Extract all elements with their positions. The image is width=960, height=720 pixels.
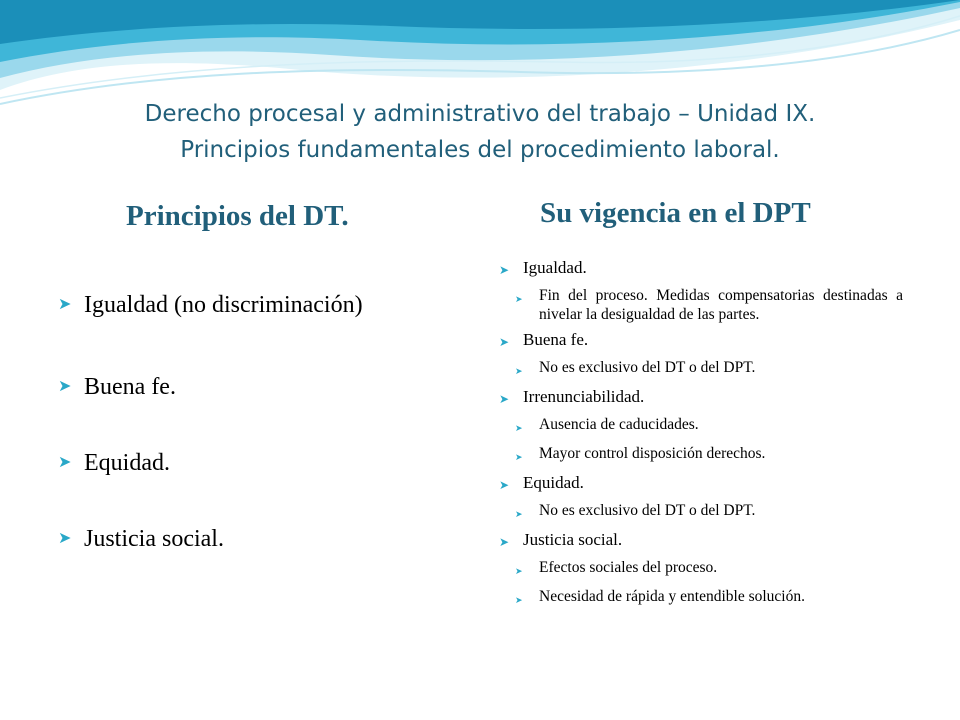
arrowhead-bullet-icon: ➤ [515, 366, 523, 376]
arrowhead-bullet-icon: ➤ [499, 392, 510, 406]
sub-list-item-label: Ausencia de caducidades. [539, 416, 699, 433]
arrowhead-bullet-icon: ➤ [515, 566, 523, 576]
slide-title-line-1: Derecho procesal y administrativo del trabajo – Unidad IX. [144, 101, 816, 127]
list-item [499, 387, 903, 409]
sub-list-item-label: No es exclusivo del DT o del DPT. [539, 359, 756, 376]
sub-list-item-label: Mayor control disposición derechos. [539, 445, 766, 462]
arrowhead-bullet-icon: ➤ [515, 452, 523, 462]
list-item [499, 330, 903, 352]
arrowhead-bullet-icon: ➤ [58, 454, 72, 471]
list-item-label: Justicia social. [84, 526, 224, 552]
sub-list-item [499, 587, 903, 610]
right-vigencia-list [499, 258, 903, 610]
list-item [499, 530, 903, 552]
list-item [58, 292, 363, 319]
arrowhead-bullet-icon: ➤ [499, 335, 510, 349]
list-item-label: Buena fe. [523, 330, 589, 349]
list-item-label: Igualdad (no discriminación) [84, 292, 363, 318]
sub-list-item [499, 444, 903, 467]
list-item [58, 450, 170, 477]
arrowhead-bullet-icon: ➤ [58, 296, 72, 313]
arrowhead-bullet-icon: ➤ [499, 535, 510, 549]
list-item [499, 473, 903, 495]
slide-title-line-2: Principios fundamentales del procedimiento laboral. [180, 137, 780, 163]
arrowhead-bullet-icon: ➤ [515, 595, 523, 605]
list-item-label: Igualdad. [523, 258, 587, 277]
arrowhead-bullet-icon: ➤ [58, 530, 72, 547]
arrowhead-bullet-icon: ➤ [499, 478, 510, 492]
list-item [58, 374, 176, 401]
list-item [499, 258, 903, 280]
list-item-label: Irrenunciabilidad. [523, 387, 645, 406]
decorative-wave-header [0, 0, 960, 110]
sub-list-item [499, 358, 903, 381]
list-item-label: Equidad. [84, 450, 170, 476]
arrowhead-bullet-icon: ➤ [515, 423, 523, 433]
sub-list-item [499, 415, 903, 438]
sub-list-item-label: Fin del proceso. Medidas compensatorias destinadas a nivelar la desigualdad de las partes. [539, 287, 903, 323]
left-column-heading: Principios del DT. [126, 200, 349, 232]
list-item-label: Buena fe. [84, 374, 176, 400]
sub-list-item-label: No es exclusivo del DT o del DPT. [539, 502, 756, 519]
sub-list-item-label: Necesidad de rápida y entendible solución. [539, 588, 805, 605]
sub-list-item [499, 558, 903, 581]
arrowhead-bullet-icon: ➤ [58, 378, 72, 395]
right-column-heading: Su vigencia en el DPT [540, 197, 811, 229]
list-item [58, 526, 224, 553]
arrowhead-bullet-icon: ➤ [515, 509, 523, 519]
arrowhead-bullet-icon: ➤ [499, 263, 510, 277]
slide-title [40, 96, 920, 168]
sub-list-item [499, 286, 903, 324]
list-item-label: Justicia social. [523, 530, 623, 549]
list-item-label: Equidad. [523, 473, 584, 492]
arrowhead-bullet-icon: ➤ [515, 294, 523, 304]
sub-list-item-label: Efectos sociales del proceso. [539, 559, 718, 576]
sub-list-item [499, 501, 903, 524]
